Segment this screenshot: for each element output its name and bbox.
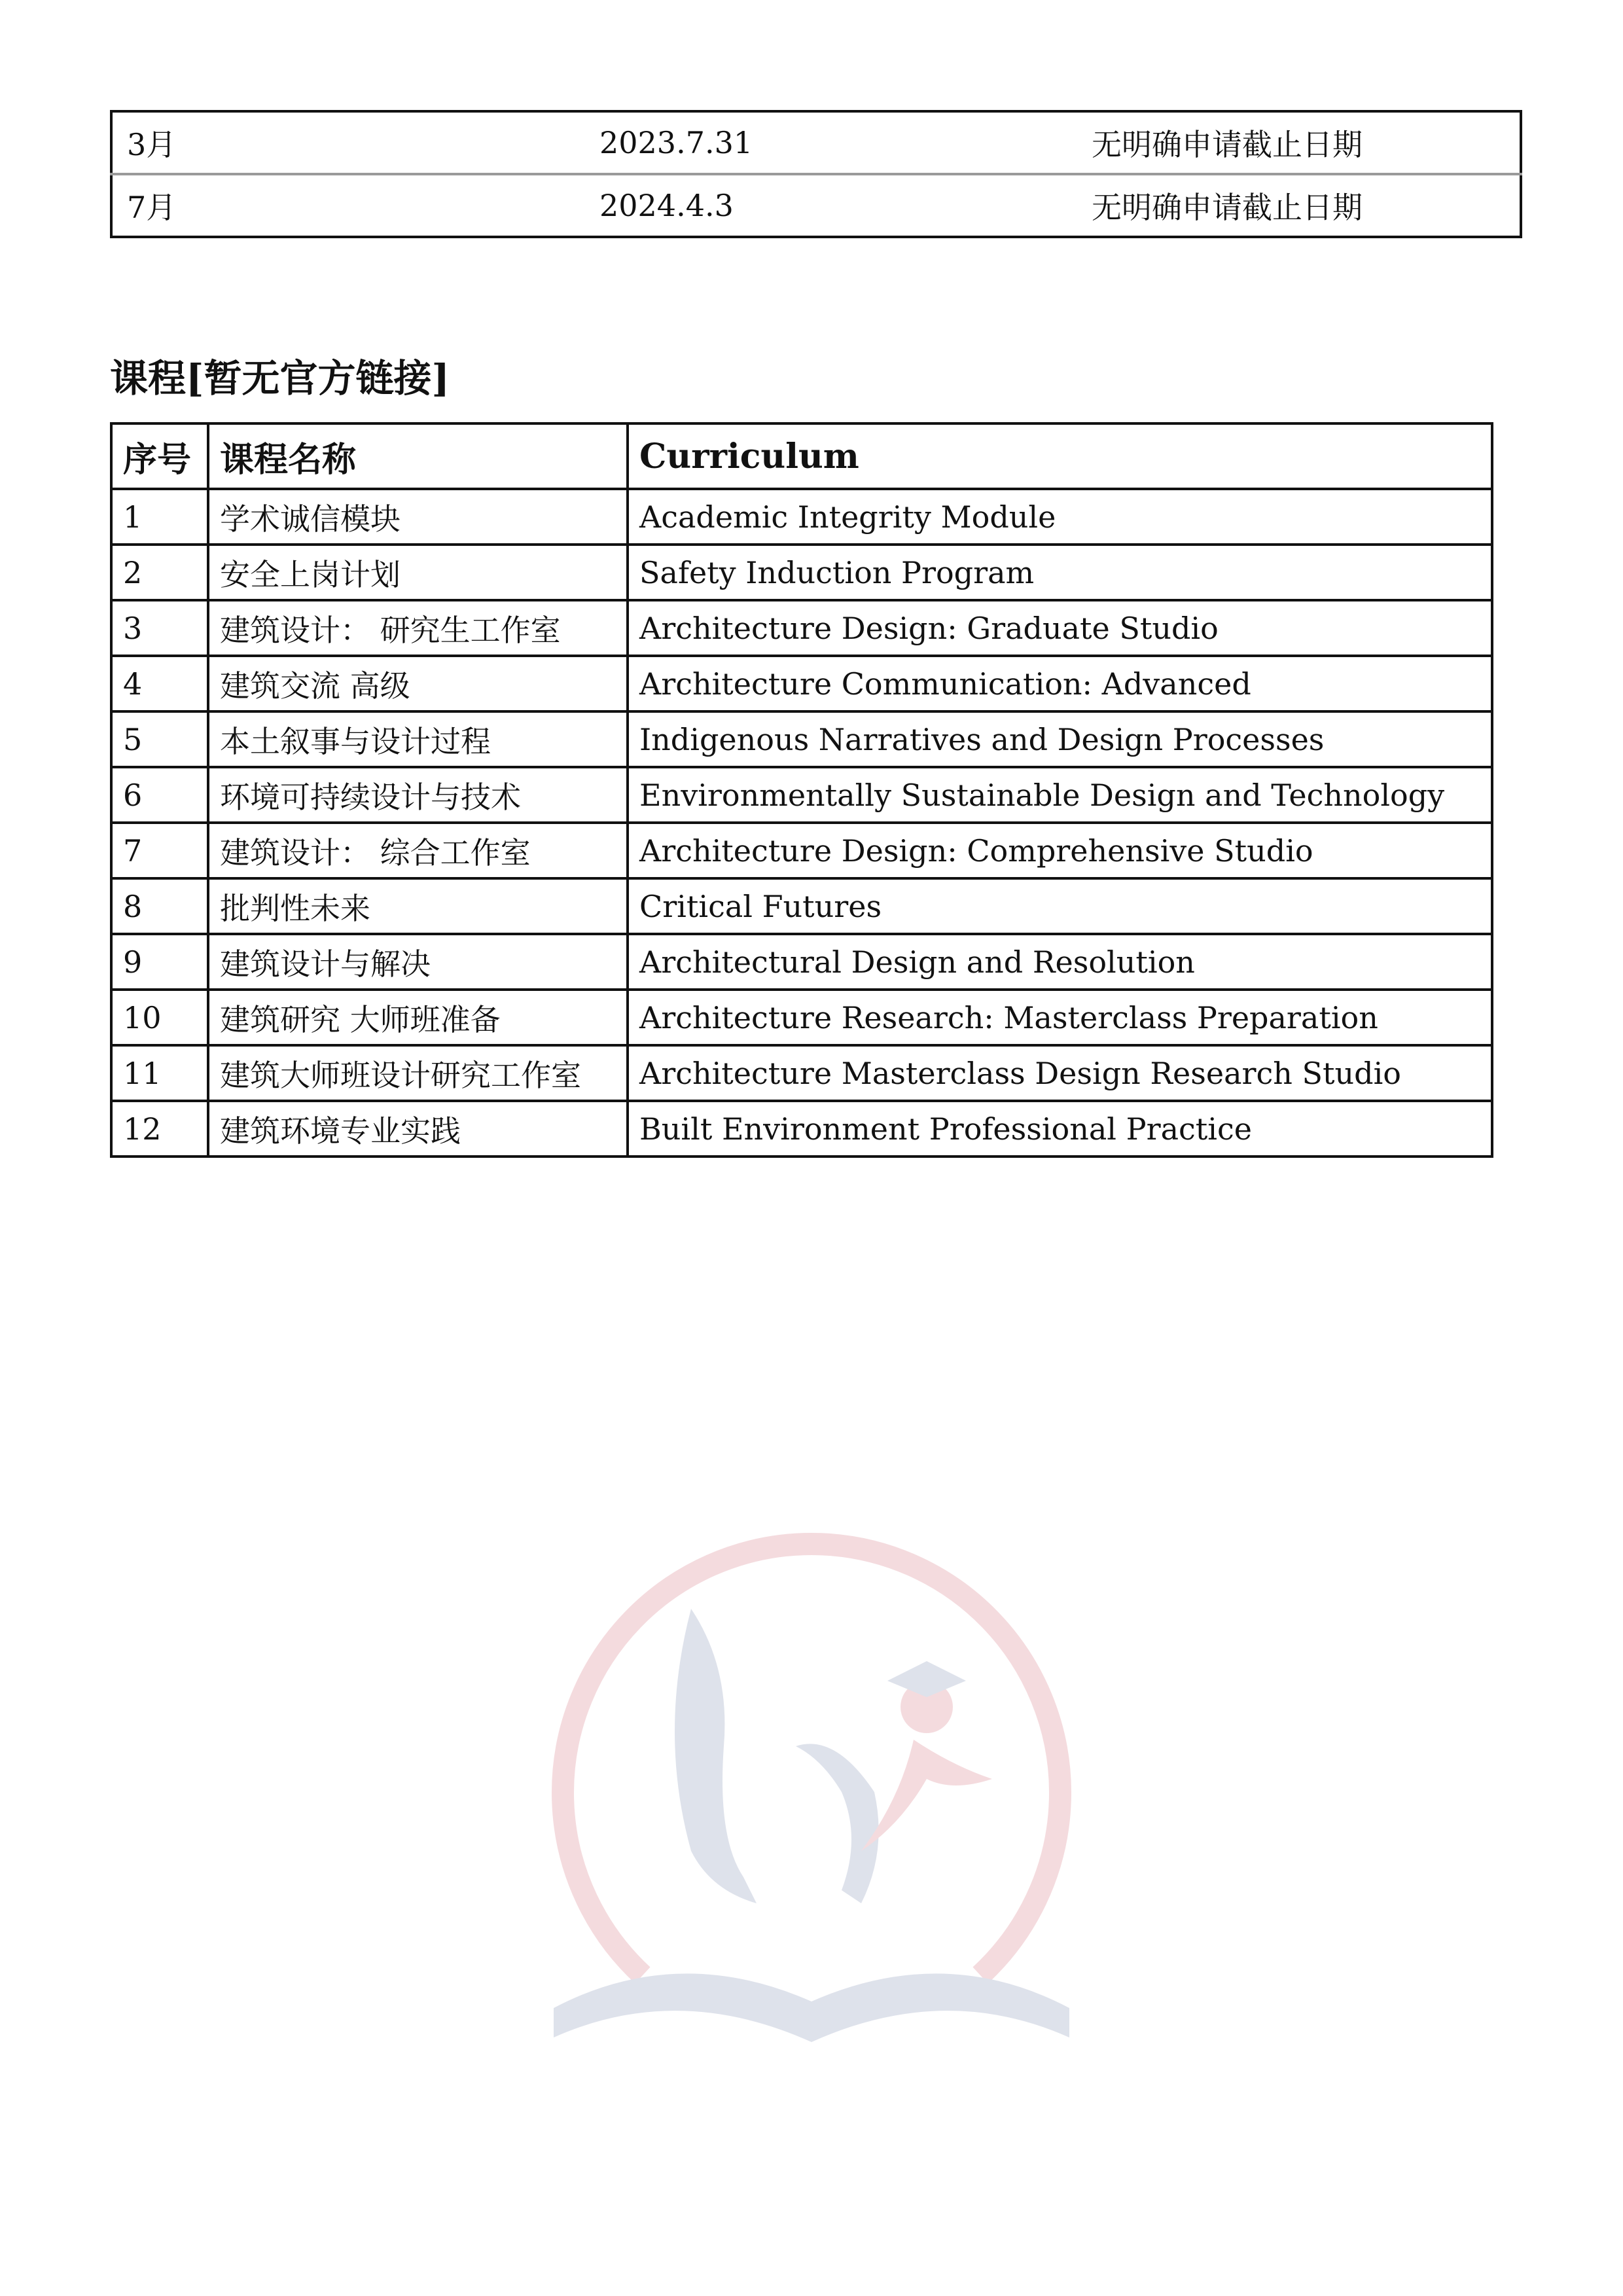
table-header-row xyxy=(111,423,1492,489)
course-name-cn: 安全上岗计划 xyxy=(208,545,628,600)
table-row xyxy=(111,878,1492,934)
education-logo-watermark-icon xyxy=(534,1484,1089,2042)
intake-month: 7月 xyxy=(127,190,177,225)
watermark-person-body xyxy=(861,1740,992,1851)
watermark-letter-s xyxy=(796,1744,879,1903)
table-row xyxy=(111,174,1521,237)
course-name-en: Built Environment Professional Practice xyxy=(628,1101,1492,1157)
table-row xyxy=(111,656,1492,711)
intake-date: 2024.4.3 xyxy=(599,188,734,223)
watermark-book xyxy=(554,1973,1069,2042)
course-name-en: Architectural Design and Resolution xyxy=(628,934,1492,990)
table-row xyxy=(111,600,1492,656)
course-name-en: Academic Integrity Module xyxy=(628,489,1492,545)
course-name-cn: 环境可持续设计与技术 xyxy=(208,767,628,823)
course-number: 6 xyxy=(111,767,208,823)
course-name-cn: 建筑设计与解决 xyxy=(208,934,628,990)
course-name-cn: 建筑大师班设计研究工作室 xyxy=(208,1045,628,1101)
course-number: 3 xyxy=(111,600,208,656)
table-row xyxy=(111,767,1492,823)
table-row xyxy=(111,545,1492,600)
intake-date: 2023.7.31 xyxy=(585,111,1077,174)
table-row xyxy=(111,489,1492,545)
course-name-en: Critical Futures xyxy=(628,878,1492,934)
course-number: 4 xyxy=(111,656,208,711)
course-number: 10 xyxy=(111,990,208,1045)
course-number: 12 xyxy=(111,1101,208,1157)
course-name-cn: 建筑设计： 综合工作室 xyxy=(208,823,628,878)
course-name-en: Environmentally Sustainable Design and Technology xyxy=(628,767,1492,823)
course-name-cn: 建筑设计： 研究生工作室 xyxy=(208,600,628,656)
course-name-en: Architecture Design: Graduate Studio xyxy=(628,600,1492,656)
course-number: 5 xyxy=(111,711,208,767)
header-no: 序号 xyxy=(111,423,208,489)
table-row xyxy=(111,711,1492,767)
intake-dates-table xyxy=(110,110,1522,238)
header-course-name: 课程名称 xyxy=(208,423,628,489)
table-row xyxy=(111,934,1492,990)
course-number: 11 xyxy=(111,1045,208,1101)
table-row xyxy=(111,1045,1492,1101)
course-name-en: Safety Induction Program xyxy=(628,545,1492,600)
table-row xyxy=(111,990,1492,1045)
course-number: 9 xyxy=(111,934,208,990)
course-table-body xyxy=(111,489,1492,1157)
table-row xyxy=(111,111,1521,174)
intake-note: 无明确申请截止日期 xyxy=(1092,190,1363,225)
course-name-en: Architecture Research: Masterclass Preparation xyxy=(628,990,1492,1045)
course-name-en: Architecture Design: Comprehensive Studio xyxy=(628,823,1492,878)
course-name-cn: 学术诚信模块 xyxy=(208,489,628,545)
intake-month: 3月 xyxy=(111,111,585,174)
course-name-cn: 本土叙事与设计过程 xyxy=(208,711,628,767)
course-name-cn: 建筑研究 大师班准备 xyxy=(208,990,628,1045)
courses-section-title: 课程[暂无官方链接] xyxy=(110,356,450,401)
watermark-ring xyxy=(563,1544,1060,1975)
table-row xyxy=(111,823,1492,878)
course-number: 1 xyxy=(111,489,208,545)
course-table xyxy=(110,422,1493,1158)
course-number: 7 xyxy=(111,823,208,878)
header-curriculum: Curriculum xyxy=(628,423,1492,489)
course-name-en: Architecture Masterclass Design Research Studio xyxy=(628,1045,1492,1101)
course-name-cn: 建筑环境专业实践 xyxy=(208,1101,628,1157)
watermark-letter-l xyxy=(675,1609,757,1903)
course-name-cn: 建筑交流 高级 xyxy=(208,656,628,711)
intake-note: 无明确申请截止日期 xyxy=(1077,111,1521,174)
course-name-en: Indigenous Narratives and Design Processes xyxy=(628,711,1492,767)
watermark-grad-cap xyxy=(887,1661,966,1697)
course-name-cn: 批判性未来 xyxy=(208,878,628,934)
table-row xyxy=(111,1101,1492,1157)
course-number: 8 xyxy=(111,878,208,934)
course-name-en: Architecture Communication: Advanced xyxy=(628,656,1492,711)
course-number: 2 xyxy=(111,545,208,600)
